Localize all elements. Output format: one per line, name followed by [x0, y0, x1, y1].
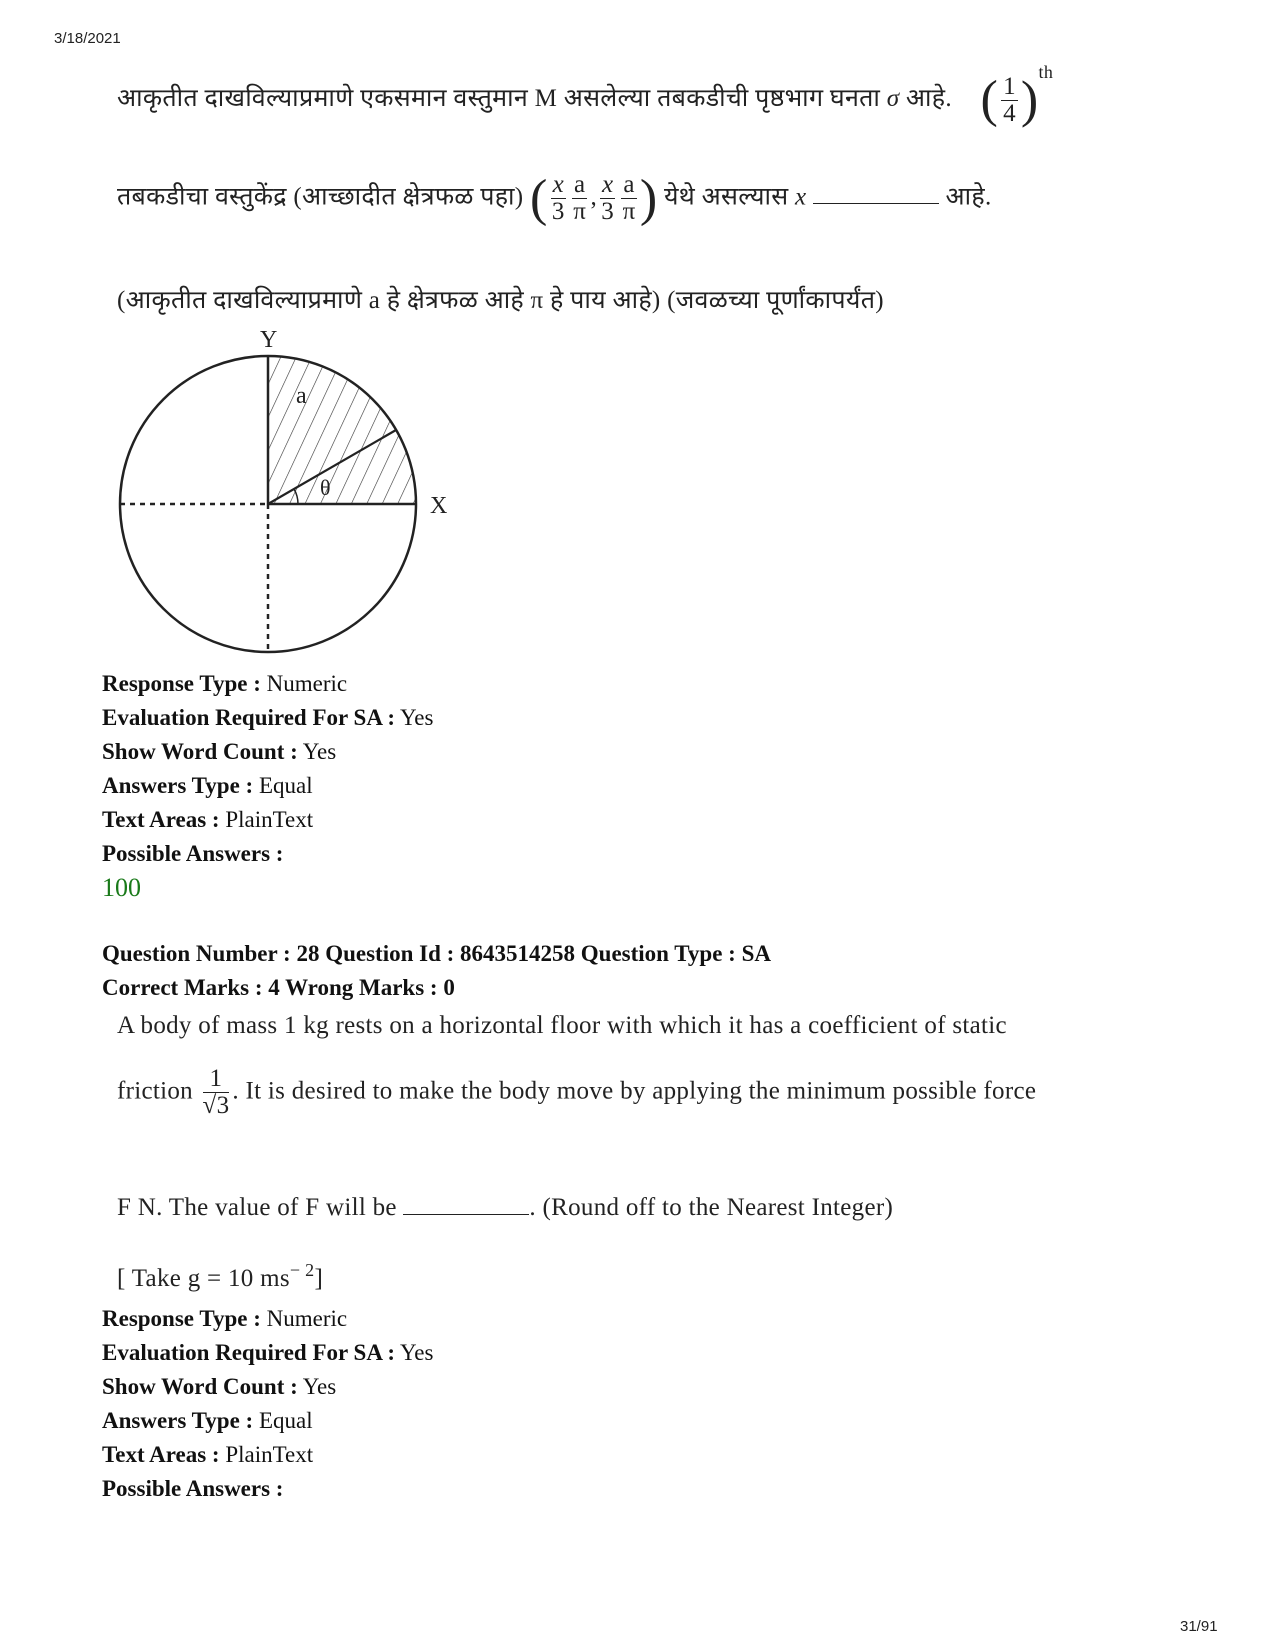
cm-x-fraction: $\frac{x}{3}$ [551, 171, 565, 226]
var-x: x [795, 183, 807, 211]
axis-x-label: X [430, 493, 448, 519]
q28-metadata [102, 1302, 433, 1506]
q27-line2-end: आहे. [945, 183, 992, 211]
q27-line-3: (आकृतीत दाखविल्याप्रमाणे a हे क्षेत्रफळ आहे π हे पाय आहे) (जवळच्या पूर्णांकापर्यंत) [117, 287, 884, 314]
q27-line1-end: आहे. [905, 85, 952, 112]
q27-line2-start: तबकडीचा वस्तुकेंद्र (आच्छादीत क्षेत्रफळ पहा) [117, 183, 524, 211]
print-date: 3/18/2021 [54, 30, 121, 47]
quarter-fraction: $\frac{1}{4}$ [1003, 72, 1016, 127]
q28-line2-end: . It is desired to make the body move by applying the minimum possible force [232, 1077, 1037, 1105]
q28-header [102, 937, 771, 1005]
q28-line-2 [117, 1066, 1036, 1120]
meta-answers-type: Answers Type : Equal [102, 773, 313, 798]
meta-eval: Evaluation Required For SA : Yes [102, 1340, 434, 1365]
possible-answer-value: 100 [102, 873, 141, 902]
q28-line2-start: friction [117, 1077, 193, 1105]
q28-header-line-1: Question Number : 28 Question Id : 8643514258 Question Type : SA [102, 941, 771, 966]
meta-word-count: Show Word Count : Yes [102, 1374, 337, 1399]
q28-line-1: A body of mass 1 kg rests on a horizontal floor with which it has a coefficient of static [117, 1012, 1007, 1039]
fraction-superscript: th [1038, 62, 1054, 82]
shaded-quarter [268, 356, 416, 504]
meta-answers-type: Answers Type : Equal [102, 1408, 313, 1433]
meta-possible-answers: Possible Answers : [102, 841, 284, 866]
sigma-symbol: σ [886, 85, 900, 112]
meta-response-type: Response Type : Numeric [102, 1306, 348, 1331]
meta-possible-answers: Possible Answers : [102, 1476, 284, 1501]
q28-line-3 [117, 1194, 893, 1222]
q28-line3-start: F N. The value of F will be [117, 1194, 397, 1221]
meta-eval: Evaluation Required For SA : Yes [102, 705, 434, 730]
page-number: 31/91 [1180, 1618, 1218, 1635]
meta-response-type: Response Type : Numeric [102, 671, 348, 696]
meta-text-areas: Text Areas : PlainText [102, 807, 314, 832]
q28-line-4: [ Take g = 10 $ms^{- 2}$] [117, 1260, 324, 1292]
friction-fraction: $\frac{1}{√3}$ [202, 1065, 230, 1120]
meta-text-areas: Text Areas : PlainText [102, 1442, 314, 1467]
answer-blank-2 [403, 1196, 529, 1215]
cm-a-fraction: $\frac{a}{\pi}$ [573, 171, 587, 226]
q27-line1-text: आकृतीत दाखविल्याप्रमाणे एकसमान वस्तुमान M असलेल्या तबकडीची पृष्ठभाग घनता [117, 85, 881, 112]
theta-label: θ [320, 475, 331, 500]
q28-header-line-2: Correct Marks : 4 Wrong Marks : 0 [102, 975, 455, 1000]
q27-line-1: आकृतीत दाखविल्याप्रमाणे एकसमान वस्तुमान M असलेल्या तबकडीची पृष्ठभाग घनता σ आहे. ( $\frac{1}{4}$ )$^{th}$ [117, 62, 1054, 129]
q28-line3-end: . (Round off to the Nearest Integer) [529, 1194, 894, 1221]
cm-x-fraction-2: $\frac{x}{3}$ [601, 171, 615, 226]
q27-metadata [102, 667, 433, 905]
axis-y-label: Y [260, 327, 278, 353]
cm-a-fraction-2: $\frac{a}{\pi}$ [622, 171, 636, 226]
answer-blank [813, 185, 939, 204]
q27-line-2: तबकडीचा वस्तुकेंद्र (आच्छादीत क्षेत्रफळ पहा) ( $\frac{x}{3}$ $\frac{a}{\pi}$ , $\frac{x}{3}$ $\frac{a}{\pi}$ ) येथे असल्यास x आहे. [117, 169, 992, 227]
meta-word-count: Show Word Count : Yes [102, 739, 337, 764]
disc-figure [110, 325, 470, 665]
q27-line2-mid: येथे असल्यास [664, 183, 789, 211]
area-label: a [296, 383, 307, 409]
